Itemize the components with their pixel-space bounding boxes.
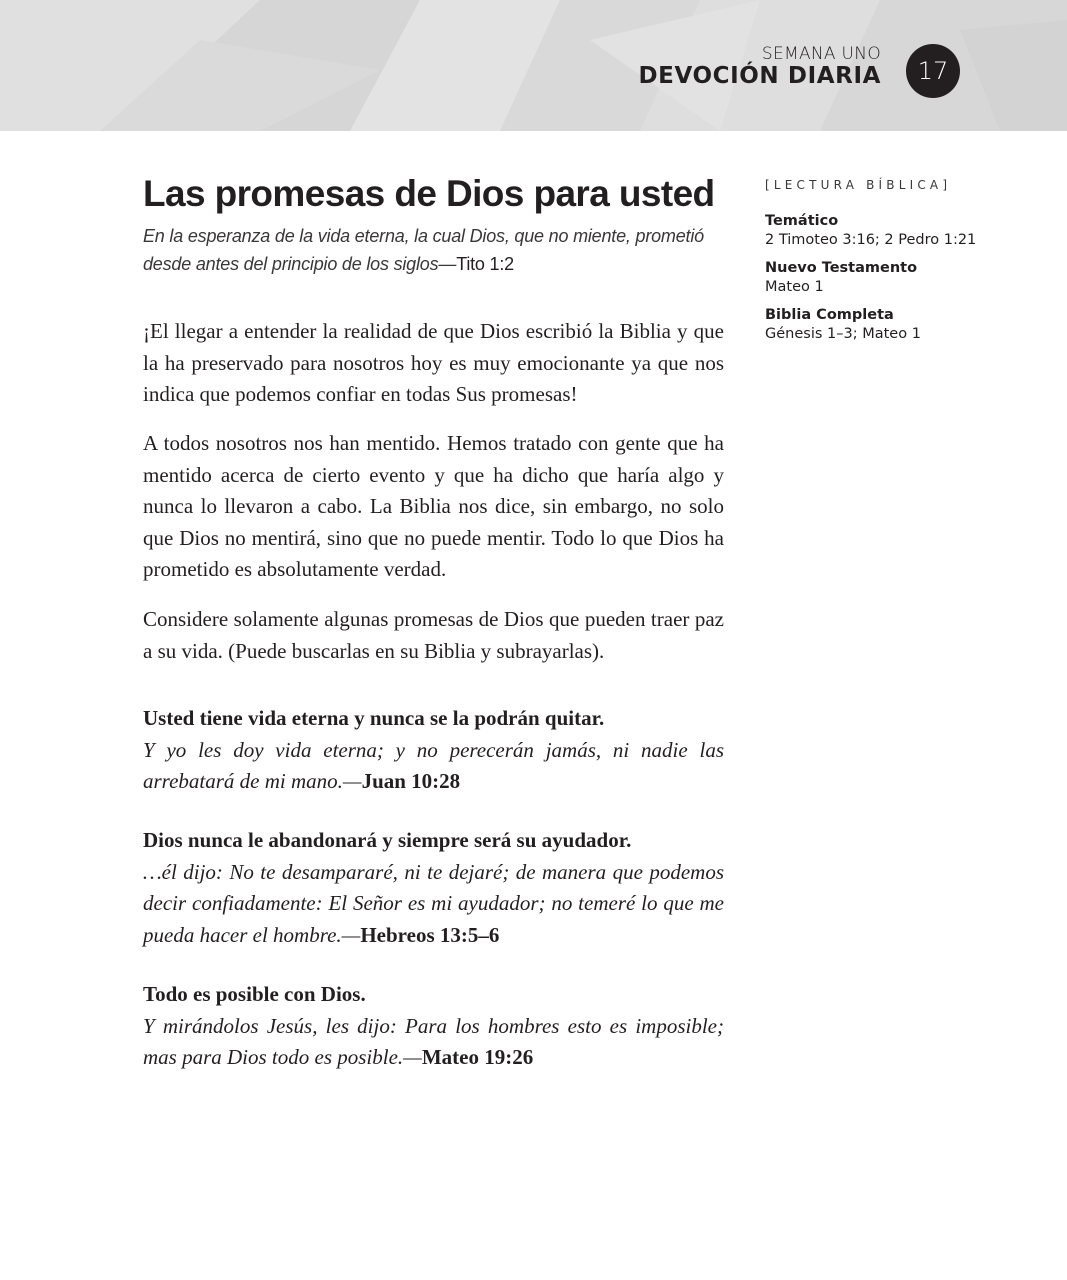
reading-item (765, 259, 1025, 297)
reading-value: Mateo 1 (765, 279, 824, 295)
promise-block (143, 979, 724, 1074)
promise-verse (143, 857, 724, 952)
promise-block (143, 825, 724, 951)
promise-heading: Todo es posible con Dios. (143, 982, 366, 1006)
week-label: SEMANA UNO (761, 44, 881, 64)
page-header-banner (0, 0, 1067, 131)
reading-value: Génesis 1–3; Mateo 1 (765, 326, 921, 342)
devotional-header (143, 170, 728, 278)
promise-block (143, 703, 724, 798)
body-paragraph: ¡El llegar a entender la realidad de que Dios escribió la Biblia y que la ha preservado para nosotros hoy es muy emocionante ya que nos indica que podemos confiar en todas Sus promesas! (143, 319, 724, 406)
sidebar-title: [LECTURA BÍBLICA] (765, 178, 952, 192)
promise-heading: Dios nunca le abandonará y siempre será su ayudador. (143, 828, 632, 852)
reading-item (765, 212, 1025, 250)
verse-text: Y yo les doy vida eterna; y no perecerán jamás, ni nadie las arrebatará de mi mano.— (143, 737, 724, 793)
verse-text: Y mirándolos Jesús, les dijo: Para los hombres esto es imposible; mas para Dios todo es posible.— (143, 1013, 724, 1069)
bible-reading-sidebar (765, 178, 1025, 353)
epigraph-reference: Tito 1:2 (456, 254, 514, 274)
promise-verse (143, 735, 724, 798)
body-paragraph: A todos nosotros nos han mentido. Hemos tratado con gente que ha mentido acerca de cierto evento y que ha dicho que haría algo y nunca lo llevaron a cabo. La Biblia nos dice, sin embargo, no solo que Dios no mentirá, sino que no puede mentir. Todo lo que Dios ha prometido es absolutamente verdad. (143, 431, 724, 581)
verse-reference: Hebreos 13:5–6 (360, 922, 500, 947)
promise-verse (143, 1011, 724, 1074)
reading-value: 2 Timoteo 3:16; 2 Pedro 1:21 (765, 232, 977, 248)
body-paragraph: Considere solamente algunas promesas de Dios que pueden traer paz a su vida. (Puede buscarlas en su Biblia y subrayarlas). (143, 607, 724, 663)
header-titles (638, 45, 881, 89)
promise-heading: Usted tiene vida eterna y nunca se la podrán quitar. (143, 706, 605, 730)
verse-text: …él dijo: No te desampararé, ni te dejaré; de manera que podemos decir confiadamente: El Señor es mi ayudador; no temeré lo que me pueda hacer el hombre.— (143, 859, 724, 947)
reading-label: Temático (765, 213, 839, 229)
epigraph-quote: En la esperanza de la vida eterna, la cual Dios, que no miente, prometió desde antes del principio de los siglos— (143, 226, 704, 274)
reading-label: Biblia Completa (765, 307, 894, 323)
verse-reference: Juan 10:28 (361, 769, 461, 793)
reading-label: Nuevo Testamento (765, 260, 918, 276)
page-number-badge: 17 (906, 44, 960, 98)
page-title: Las promesas de Dios para usted (143, 173, 715, 214)
epigraph (143, 222, 728, 278)
section-label: DEVOCIÓN DIARIA (638, 63, 881, 89)
reading-item (765, 306, 1025, 344)
verse-reference: Mateo 19:26 (421, 1045, 534, 1069)
